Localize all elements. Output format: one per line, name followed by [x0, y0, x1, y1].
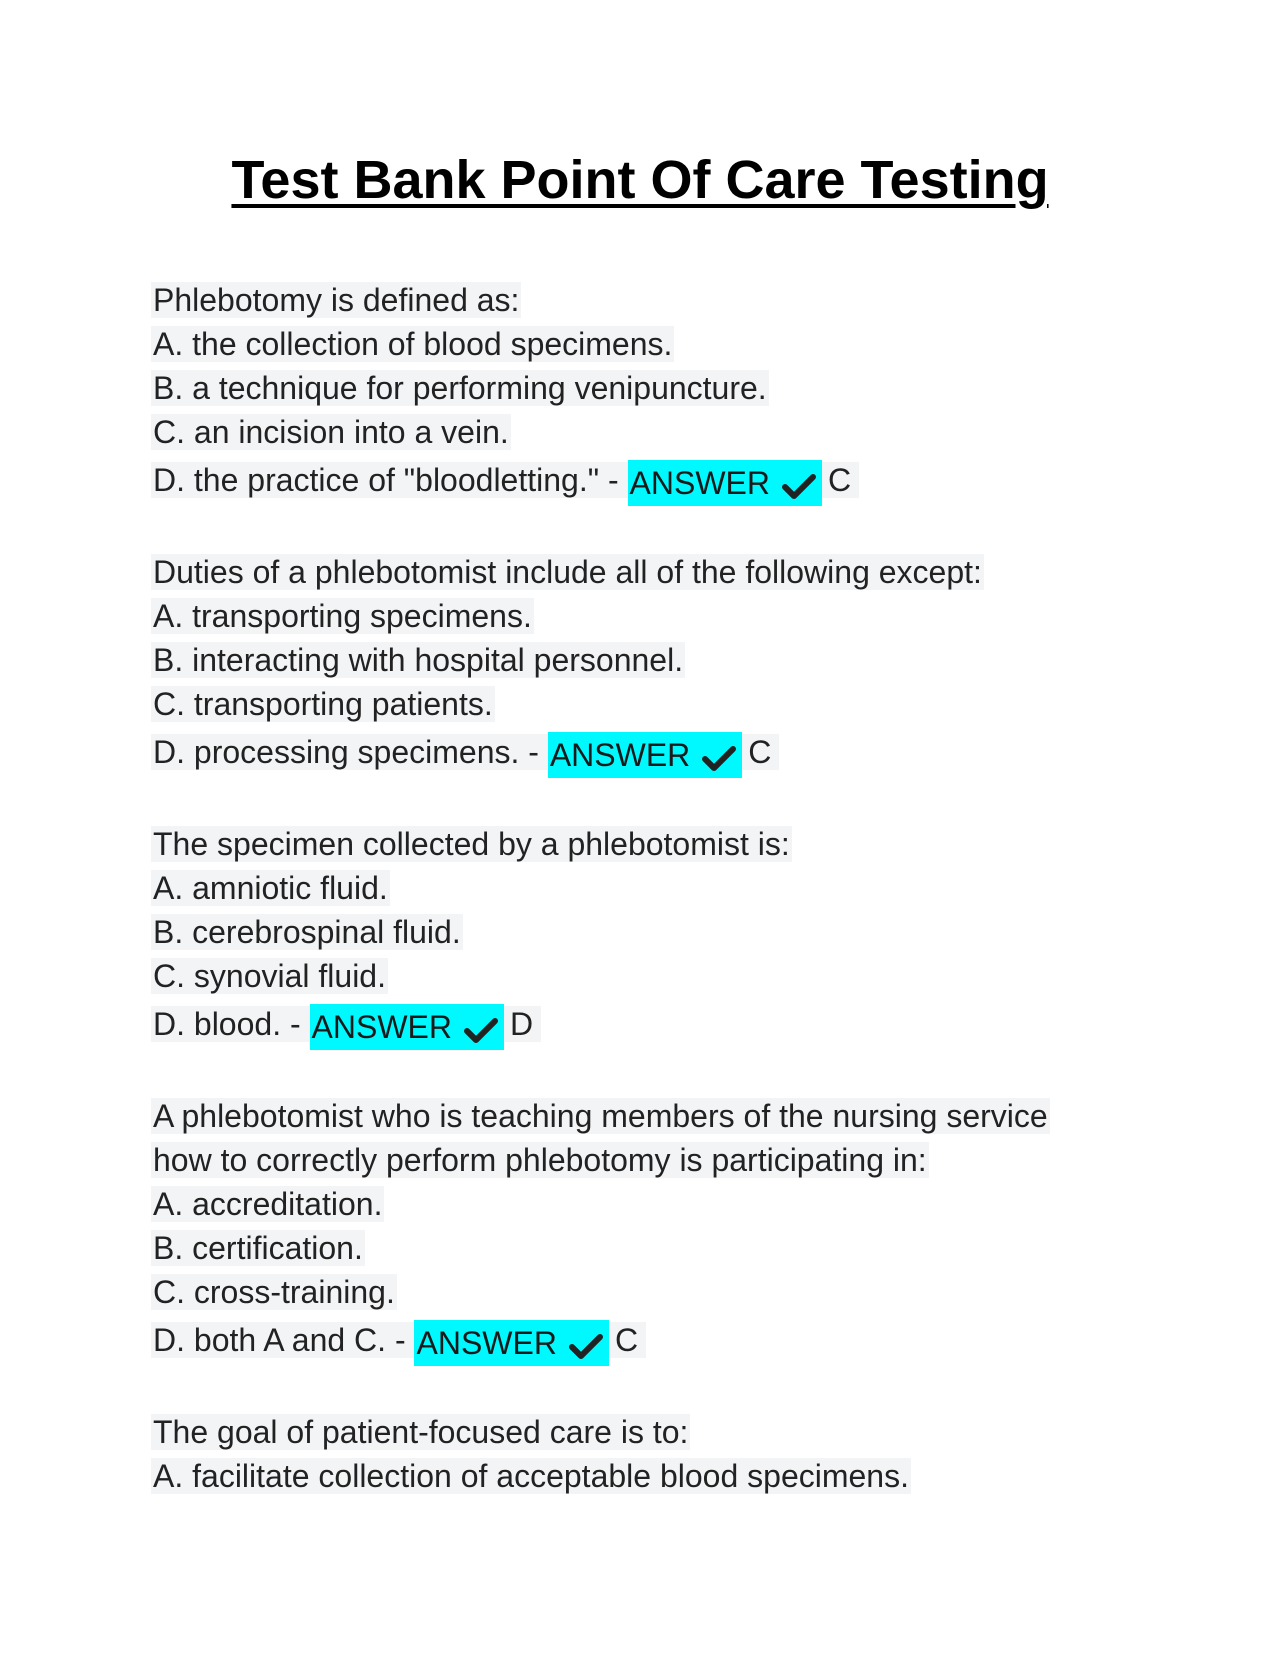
option-b: B. cerebrospinal fluid. — [153, 914, 461, 950]
question-stem: A phlebotomist who is teaching members of the nursing service — [153, 1098, 1048, 1134]
answer-badge — [414, 1320, 608, 1366]
option-a: A. the collection of blood specimens. — [153, 326, 673, 362]
option-c: C. an incision into a vein. — [153, 414, 509, 450]
question-list — [151, 278, 1151, 1542]
answer-label: ANSWER — [629, 464, 770, 501]
check-icon — [464, 1016, 498, 1044]
check-icon — [702, 744, 736, 772]
question-stem: The specimen collected by a phlebotomist is: — [153, 826, 790, 862]
answer-letter: C — [748, 734, 772, 770]
question-3 — [151, 822, 1151, 1050]
check-icon — [569, 1332, 603, 1360]
answer-label: ANSWER — [549, 736, 691, 773]
question-stem: The goal of patient-focused care is to: — [153, 1414, 689, 1450]
answer-letter: C — [827, 462, 852, 498]
answer-badge — [628, 460, 822, 506]
answer-letter: D — [509, 1006, 534, 1042]
option-d: D. processing specimens. - — [153, 734, 539, 770]
answer-letter: C — [614, 1322, 639, 1358]
question-5 — [151, 1410, 1151, 1498]
option-a: A. accreditation. — [153, 1186, 383, 1222]
document-title: Test Bank Point Of Care Testing — [231, 150, 1049, 210]
answer-label: ANSWER — [416, 1324, 557, 1361]
option-d: D. both A and C. - — [153, 1322, 406, 1358]
option-c: C. cross-training. — [153, 1274, 395, 1310]
question-4 — [151, 1094, 1151, 1366]
question-stem-continued: how to correctly perform phlebotomy is participating in: — [153, 1142, 927, 1178]
option-a: A. transporting specimens. — [153, 598, 532, 634]
question-2 — [151, 550, 1151, 778]
answer-badge — [548, 732, 742, 778]
question-stem: Duties of a phlebotomist include all of the following except: — [153, 554, 982, 590]
option-a: A. facilitate collection of acceptable blood specimens. — [153, 1458, 909, 1494]
option-b: B. a technique for performing venipuncture. — [153, 370, 767, 406]
question-stem: Phlebotomy is defined as: — [153, 282, 520, 318]
option-c: C. synovial fluid. — [153, 958, 386, 994]
option-d: D. blood. - — [153, 1006, 301, 1042]
option-d: D. the practice of "bloodletting." - — [153, 462, 619, 498]
check-icon — [782, 472, 816, 500]
answer-badge — [310, 1004, 504, 1050]
option-c: C. transporting patients. — [153, 686, 493, 722]
option-b: B. certification. — [153, 1230, 363, 1266]
answer-label: ANSWER — [311, 1008, 452, 1045]
option-a: A. amniotic fluid. — [153, 870, 388, 906]
question-1 — [151, 278, 1151, 506]
option-b: B. interacting with hospital personnel. — [153, 642, 684, 678]
